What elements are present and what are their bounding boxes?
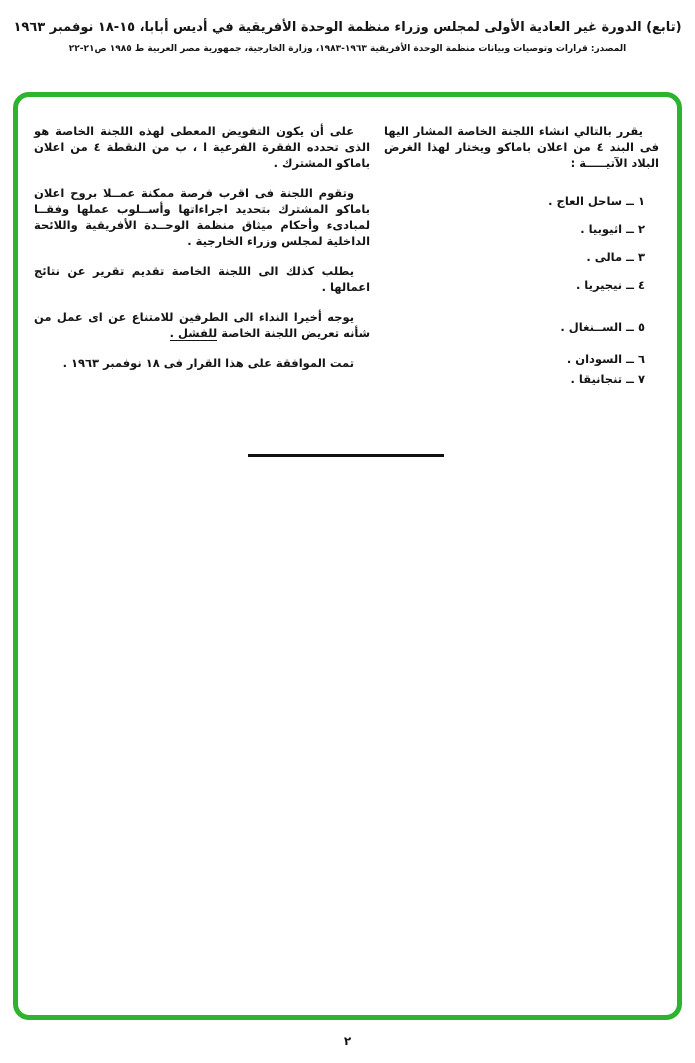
procedure-paragraph: وتقوم اللجنة فى اقرب فرصة ممكنة عمــلا بروح اعلان باماكو المشترك بتحديد اجراءاتها وأســلوب عملها وفقــا لمبادىء وأحكام ميثاق منظمة الوحــدة الأفريقية واللائحة الداخلية لمجلس وزراء الخارجية .: [34, 186, 371, 248]
list-item-country-6: ٦ ــ السودان .: [566, 352, 645, 366]
mandate-paragraph: على أن يكون التفويض المعطى لهذه اللجنة الخاصة هو الذى تحدده الفقرة الفرعية ا ، ب من النقطة ٤ من اعلان باماكو المشترك .: [34, 124, 371, 170]
list-item-country-4: ٤ ــ نيجيريا .: [575, 278, 645, 292]
list-item-country-7: ٧ ــ تنجانيقا .: [570, 372, 645, 386]
page-header: [0, 18, 695, 54]
approval-date-paragraph: تمت الموافقة على هذا القرار فى ١٨ نوفمبر ١٩٦٣ .: [62, 356, 355, 370]
list-item-country-1: ١ ــ ساحل العاج .: [548, 194, 645, 208]
document-frame: [13, 92, 682, 1020]
appeal-paragraph-underlined-word: للفشل .: [169, 326, 218, 340]
column-right: [384, 123, 659, 399]
text-columns: [18, 97, 677, 399]
list-item-country-3: ٣ ــ مالى .: [586, 250, 645, 264]
list-item-country-2: ٢ ــ اثيوبيا .: [580, 222, 645, 236]
appeal-paragraph: [34, 309, 370, 341]
divider-rule: [248, 454, 444, 457]
page-number: ٢: [343, 1034, 352, 1048]
report-request-paragraph: يطلب كذلك الى اللجنة الخاصة تقديم تقرير عن نتائج اعمالها .: [34, 264, 371, 294]
decision-intro-paragraph: يقرر بالتالي انشاء اللجنة الخاصة المشار اليها فى البند ٤ من اعلان باماكو ويختار لهذا الغرض البلاد الآتيـــــة :: [384, 124, 659, 170]
document-title: (تابع) الدورة غير العادية الأولى لمجلس وزراء منظمة الوحدة الأفريقية في أديس أبابا، ١٥-١٨ نوفمبر ١٩٦٣: [13, 20, 682, 35]
list-item-country-5: ٥ ــ الســنغال .: [560, 320, 645, 334]
appeal-paragraph-text: يوجه أخيرا النداء الى الطرفين للامتناع عن اى عمل من شأنه تعريض اللجنة الخاصة: [34, 310, 371, 340]
column-left: [34, 123, 370, 385]
country-list: [384, 193, 659, 387]
source-citation: المصدر: قرارات وتوصيات وبيانات منظمة الوحدة الأفريقية ١٩٦٣-١٩٨٣، وزارة الخارجية، جمهورية مصر العربية ط ١٩٨٥ ص٢١-٢٢: [68, 44, 627, 54]
